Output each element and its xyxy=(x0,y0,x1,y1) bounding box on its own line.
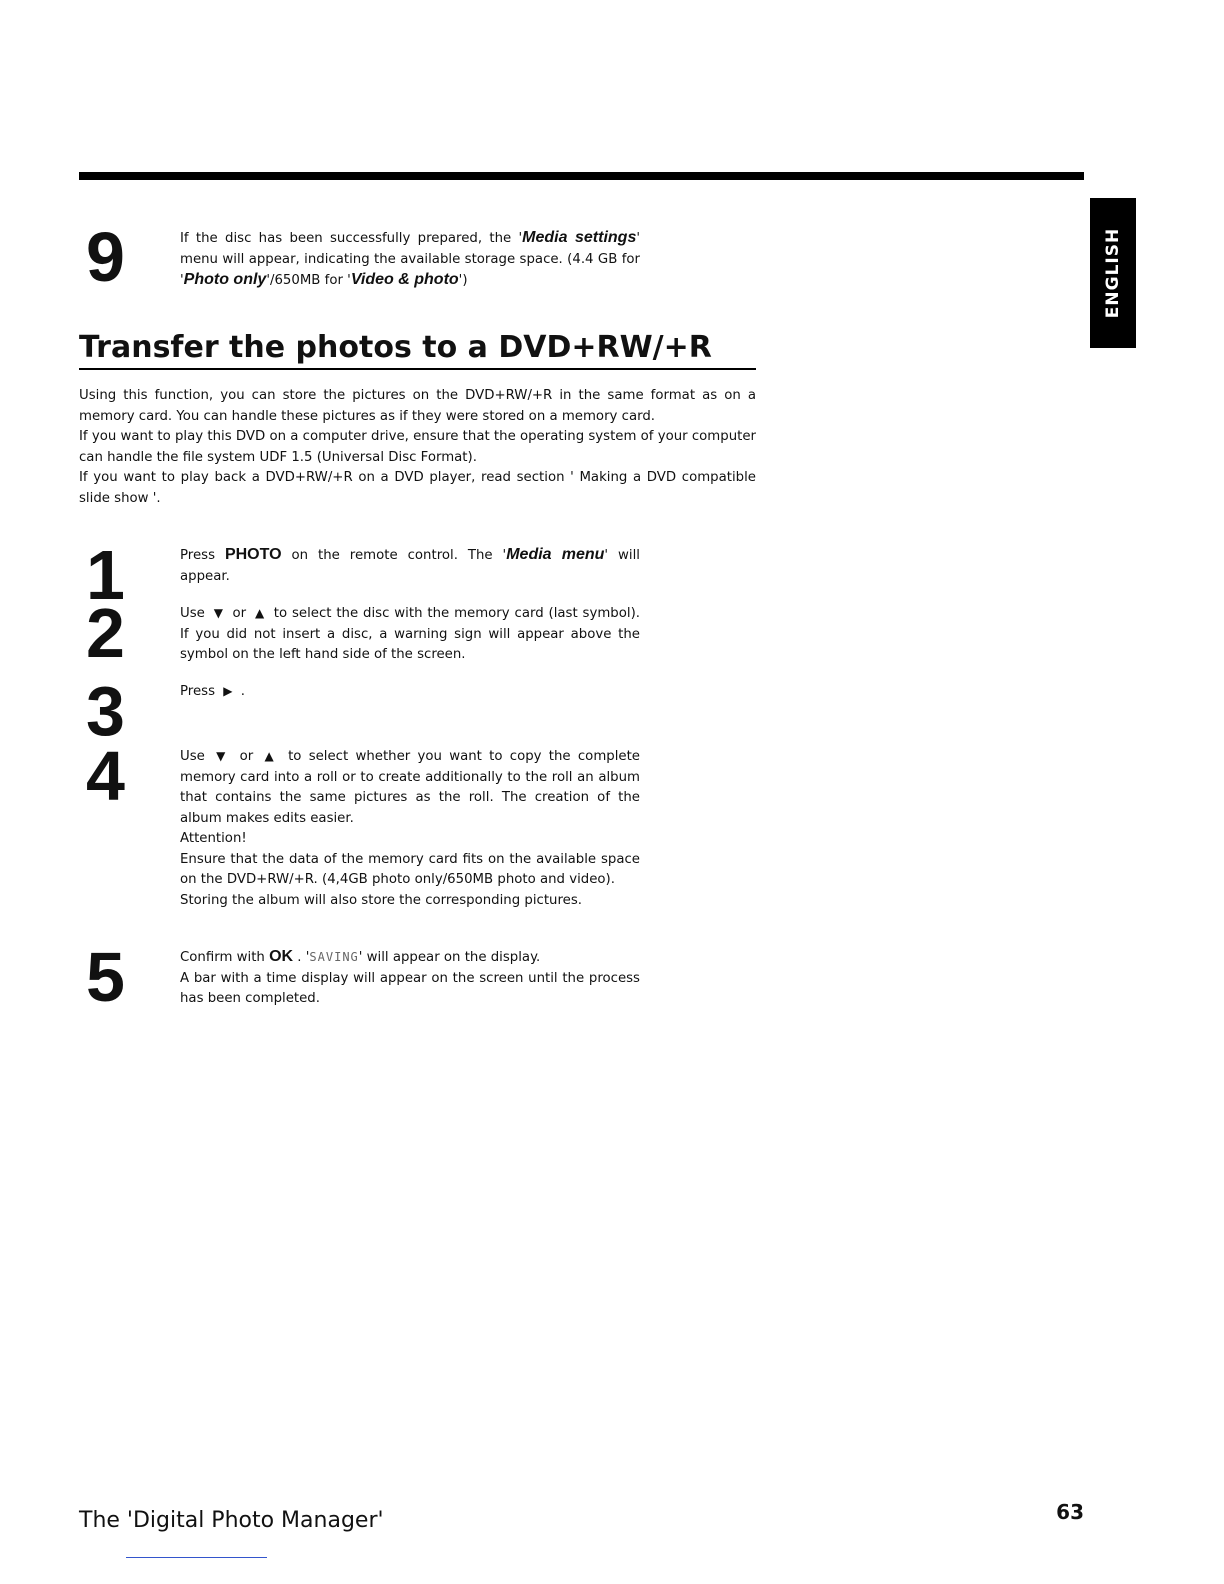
step-5-paragraph-2: A bar with a time display will appear on the screen until the process has been completed. xyxy=(180,970,640,1006)
display-readout: SAVING xyxy=(309,950,359,964)
up-arrow-icon: ▲ xyxy=(264,749,277,763)
text-run: Press xyxy=(180,548,225,563)
text-run: . xyxy=(236,684,245,699)
option-name: Video & photo xyxy=(350,271,459,288)
text-run: to select the disc with the memory card (last symbol). If you did not insert a disc, a warning sign will appear above the symbol on the left hand side of the screen. xyxy=(180,606,640,662)
menu-name: Media settings xyxy=(522,229,637,246)
step-1-text xyxy=(180,545,640,587)
text-run: Use xyxy=(180,749,213,764)
step-1-paragraph xyxy=(180,545,640,587)
up-arrow-icon: ▲ xyxy=(254,606,265,620)
top-rule xyxy=(79,172,1084,180)
text-run: ' will appear. xyxy=(180,548,640,584)
text-run: If the disc has been successfully prepared, the ' xyxy=(180,231,523,246)
down-arrow-icon: ▼ xyxy=(216,749,229,763)
text-run: on the remote control. The ' xyxy=(281,548,507,563)
step-3-text xyxy=(180,681,640,703)
attention-text: Ensure that the data of the memory card fits on the available space on the DVD+RW/+R. (4,4GB photo only/650MB photo and video). xyxy=(180,851,640,887)
text-run: . ' xyxy=(293,950,310,965)
text-run: Confirm with xyxy=(180,950,270,965)
text-run: '/650MB for ' xyxy=(266,273,351,288)
step-number-9: 9 xyxy=(86,218,125,296)
step-5-paragraph xyxy=(180,947,640,969)
text-run: ' menu will appear, indicating the available storage space. (4.4 GB for ' xyxy=(180,231,640,288)
step-4-text xyxy=(180,746,640,911)
text-run: ') xyxy=(458,273,468,288)
option-name: Photo only xyxy=(183,271,267,288)
step-number-1: 1 xyxy=(86,536,125,614)
text-run: or xyxy=(227,606,251,621)
text-run: ' will appear on the display. xyxy=(358,950,541,965)
storing-note: Storing the album will also store the corresponding pictures. xyxy=(180,892,582,908)
right-arrow-icon: ▶ xyxy=(223,684,233,698)
intro-paragraph: If you want to play back a DVD+RW/+R on a DVD player, read section ' Making a DVD compatible slide show '. xyxy=(79,470,756,506)
step-9-paragraph xyxy=(180,228,640,292)
language-tab-label: ENGLISH xyxy=(1103,227,1123,319)
text-run: Press xyxy=(180,684,220,699)
remote-key: PHOTO xyxy=(224,546,282,563)
intro-paragraph: Using this function, you can store the pictures on the DVD+RW/+R in the same format as on a memory card. You can handle these pictures as if they were stored on a memory card. xyxy=(79,388,756,424)
text-run: to select whether you want to copy the complete memory card into a roll or to create additionally to the roll an album that contains the same pictures as the roll. The creation of the album makes edits easier. xyxy=(180,749,640,826)
section-heading: Transfer the photos to a DVD+RW/+R xyxy=(79,328,756,370)
step-5-text xyxy=(180,947,640,1010)
step-number-3: 3 xyxy=(86,672,125,750)
footer-underline xyxy=(126,1557,267,1558)
step-3-paragraph xyxy=(180,681,640,703)
step-4-paragraph xyxy=(180,746,640,829)
step-number-4: 4 xyxy=(86,737,125,815)
intro-paragraph: If you want to play this DVD on a computer drive, ensure that the operating system of your computer can handle the file system UDF 1.5 (Universal Disc Format). xyxy=(79,429,756,465)
page-number: 63 xyxy=(1056,1500,1084,1524)
down-arrow-icon: ▼ xyxy=(213,606,224,620)
step-number-5: 5 xyxy=(86,938,125,1016)
step-number-2: 2 xyxy=(86,594,125,672)
menu-name: Media menu xyxy=(506,546,605,563)
footer-chapter-title: The 'Digital Photo Manager' xyxy=(79,1508,384,1533)
remote-key: OK xyxy=(269,948,294,965)
attention-label: Attention! xyxy=(180,831,247,846)
text-run: Use xyxy=(180,606,210,621)
step-2-text xyxy=(180,603,640,666)
text-run: or xyxy=(232,749,261,764)
section-intro xyxy=(79,386,756,509)
step-9-text xyxy=(180,228,640,292)
step-2-paragraph xyxy=(180,603,640,666)
language-tab xyxy=(1090,198,1136,348)
